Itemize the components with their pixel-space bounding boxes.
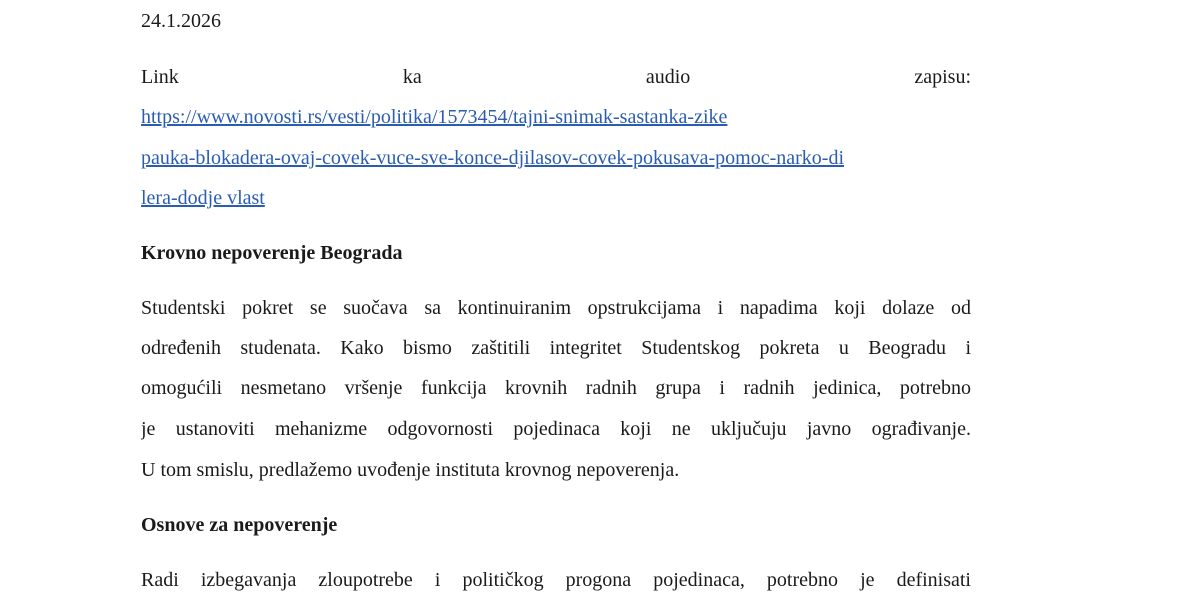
paragraph-line: omogućili nesmetano vršenje funkcija krovnih radnih grupa i radnih jedinica, potrebno [141,377,971,399]
section-heading: Krovno nepoverenje Beograda [141,242,403,264]
paragraph-line: određenih studenata. Kako bismo zaštitili integritet Studentskog pokreta u Beogradu i [141,337,971,359]
document-date: 24.1.2026 [141,10,221,32]
paragraph-line: Radi izbegavanja zloupotrebe i političkog progona pojedinaca, potrebno je definisati [141,569,971,591]
paragraph-line: U tom smislu, predlažemo uvođenje instituta krovnog nepoverenja. [141,459,680,481]
audio-link-url-line-3[interactable]: lera-dodje vlast [141,187,265,209]
audio-link-label: Link ka audio zapisu: [141,66,971,88]
paragraph-line: je ustanoviti mehanizme odgovornosti pojedinaca koji ne uključuju javno ograđivanje. [141,418,971,440]
section-heading: Osnove za nepoverenje [141,514,338,536]
audio-link-url-line-1[interactable]: https://www.novosti.rs/vesti/politika/1573454/tajni-snimak-sastanka-zike [141,106,728,128]
paragraph-line: Studentski pokret se suočava sa kontinuiranim opstrukcijama i napadima koji dolaze od [141,297,971,319]
audio-link-url-line-2[interactable]: pauka-blokadera-ovaj-covek-vuce-sve-konce-djilasov-covek-pokusava-pomoc-narko-di [141,147,845,169]
